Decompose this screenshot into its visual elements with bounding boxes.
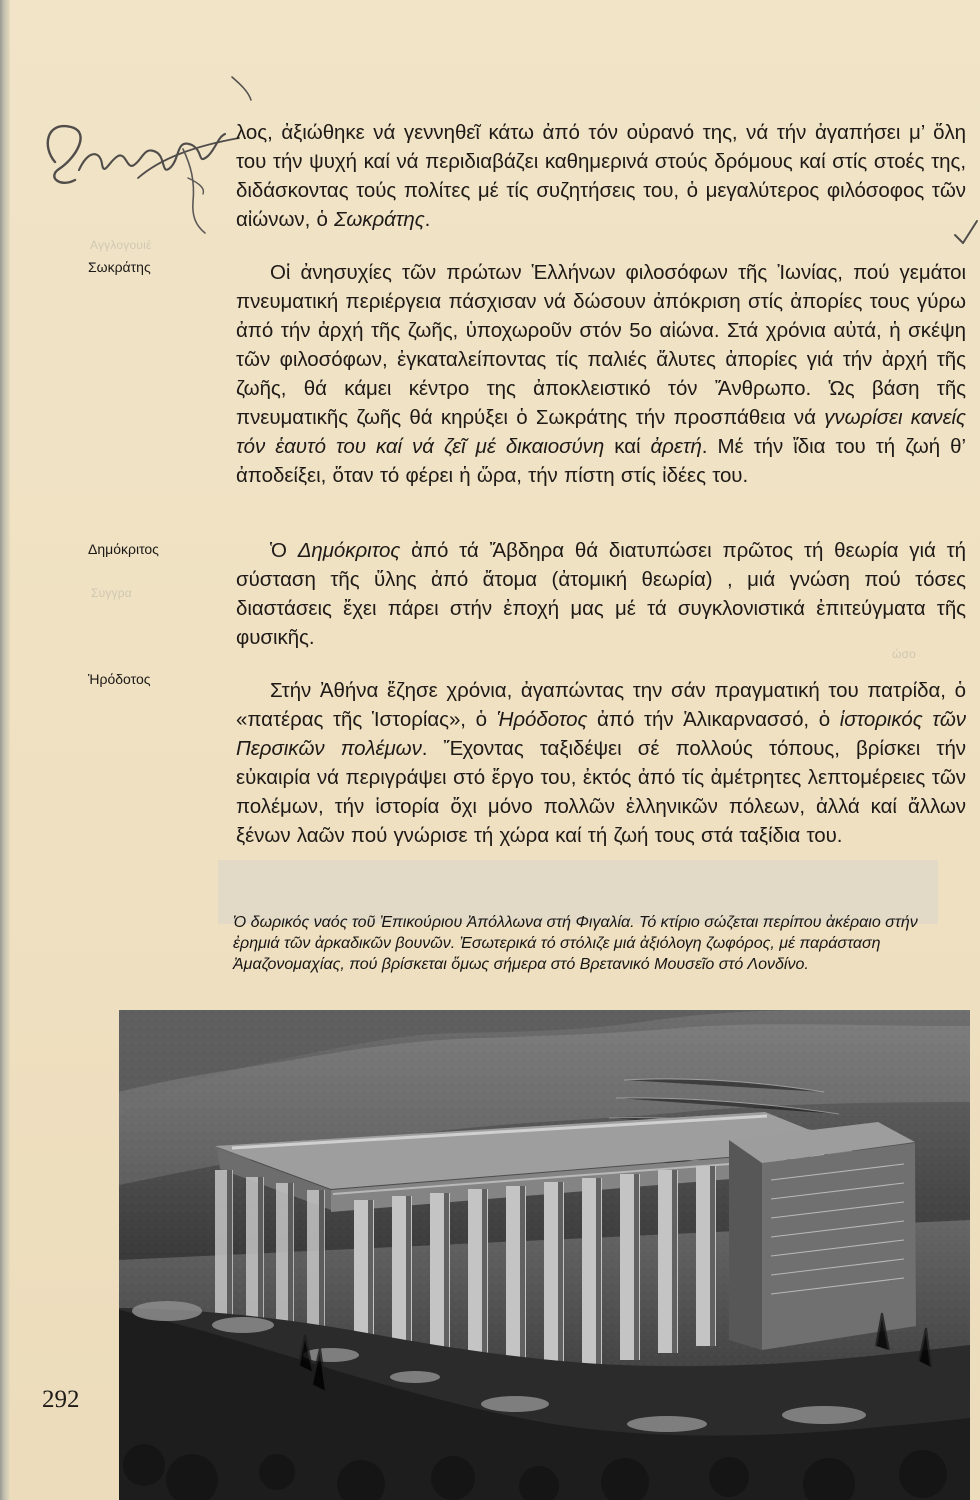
paragraph-1-part-1: λος, ἀξιώθηκε νά γεννηθεῖ κάτω ἀπό τόν οὐρανό της, νά τήν ἀγαπήσει μ’ ὅλη του τήν ψυχή καί νά περιδιαβάζει καθημερινά στούς δρόμους καί στίς στοές της, διδάσκοντας τούς πολίτες μέ τίς συζητήσεις του, ὁ μεγαλύτερος φιλόσοφος τῶν αἰώνων, ὁ (236, 121, 966, 231)
bleed-through-label: Συγγρα (91, 586, 132, 600)
temple-photo (119, 1010, 970, 1500)
paragraph-1-part-3: . (424, 208, 431, 231)
paragraph-4-part-4: ἱστορικός τῶν Περσικῶν πολέμων (236, 708, 966, 760)
paragraph-3-part-1: Ὁ (270, 539, 298, 562)
paragraph-2-part-2: γνωρίσει κανείς τόν ἑαυτό του καί νά ζεῖ μέ δικαιοσύνη (236, 406, 966, 458)
paragraph-4-part-1: Στήν Ἀθήνα ἔζησε χρόνια, ἀγαπώντας την σάν πραγματική του πατρίδα, ὁ «πατέρας τῆς Ἱστορίας», ὁ (236, 679, 966, 731)
page-edge-shadow (0, 0, 10, 1500)
paragraph-1-part-2: Σωκράτης (334, 208, 425, 231)
paragraph-4-part-2: Ἡρόδοτος (496, 708, 588, 731)
paragraph-3-part-2: Δημόκριτος (297, 539, 401, 562)
paragraph-2-part-3: καί (604, 435, 651, 458)
bleed-through-label: ώσο (892, 647, 917, 661)
paragraph-1 (236, 118, 966, 234)
margin-note-socrates: Σωκράτης (88, 259, 151, 275)
photo-caption: Ὁ δωρικός ναός τοῦ Ἐπικούριου Ἀπόλλωνα στή Φιγαλία. Τό κτίριο σώζεται περίπου ἀκέραιο στήν ἐρημιά τῶν ἀρκαδικῶν βουνῶν. Ἐσωτερικά τό στόλιζε μιά ἀξιόλογη ζωφόρος, μέ παράσταση Ἀμαζονομαχίας, πού βρίσκεται ὅμως σήμερα στό Βρετανικό Μουσεῖο στό Λονδίνο. (233, 914, 918, 973)
paragraph-2 (236, 258, 966, 490)
bleed-through-label: Αγγλογουιέ (90, 238, 152, 252)
page-number: 292 (42, 1386, 80, 1413)
temple-photo-illustration (119, 1010, 970, 1500)
paragraph-2-part-5: . Μέ τήν ἴδια του τή ζωή θ’ ἀποδείξει, ὅταν τό φέρει ἡ ὥρα, τήν πίστη στίς ἰδέες του. (236, 435, 967, 487)
paragraph-2-part-4: ἀρετή (650, 435, 702, 458)
paragraph-4 (236, 676, 966, 850)
paragraph-2-part-1: Οἱ ἀνησυχίες τῶν πρώτων Ἑλλήνων φιλοσόφων τῆς Ἰωνίας, πού γεμάτοι πνευματική περιέργεια πάσχισαν νά δώσουν ἀπόκριση στίς ἀπορίες τους γύρω ἀπό τήν ἀρχή τῆς ζωῆς, ὑποχωροῦν στόν 5ο αἰώνα. Στά χρόνια αὐτά, ἡ σκέψη τῶν φιλοσόφων, ἐγκαταλείποντας τίς παλιές ἄλυτες ἀπορίες γιά τήν ἀρχή τῆς ζωῆς, θά κάμει κέντρο της ἀποκλειστικό τόν Ἄνθρωπο. Ὡς βάση τῆς πνευματικῆς ζωῆς θά κηρύξει ὁ Σωκράτης τήν προσπάθεια νά (236, 261, 966, 429)
paragraph-3-part-3: ἀπό τά Ἄβδηρα θά διατυπώσει πρῶτος τή θεωρία γιά τή σύσταση τῆς ὕλης ἀπό ἄτομα (ἀτομική θεωρία) , μιά γνώση πού τόσες διαστάσεις ἔχει πάρει στήν ἐποχή μας μέ τά συγκλονιστικά ἐπιτεύγματα τῆς φυσικῆς. (236, 539, 966, 649)
margin-note-herodotus: Ἡρόδοτος (88, 671, 151, 687)
paragraph-4-part-3: ἀπό τήν Ἁλικαρνασσό, ὁ (587, 708, 840, 731)
paragraph-3 (236, 536, 966, 652)
paragraph-4-part-5: . Ἔχοντας ταξιδέψει σέ πολλούς τόπους, βρίσκει τήν εὐκαιρία νά περιγράψει στό ἔργο του, ἐκτός ἀπό τίς ἀμέτρητες λεπτομέρειες τῶν πολέμων, τήν ἱστορία ὄχι μόνο πολλῶν ἑλληνικῶν πόλεων, ἀλλά καί ἄλλων ξένων λαῶν πού γνώρισε τή χώρα καί τή ζωή τους στά ταξίδια του. (236, 737, 966, 847)
margin-note-democritus: Δημόκριτος (88, 541, 159, 557)
